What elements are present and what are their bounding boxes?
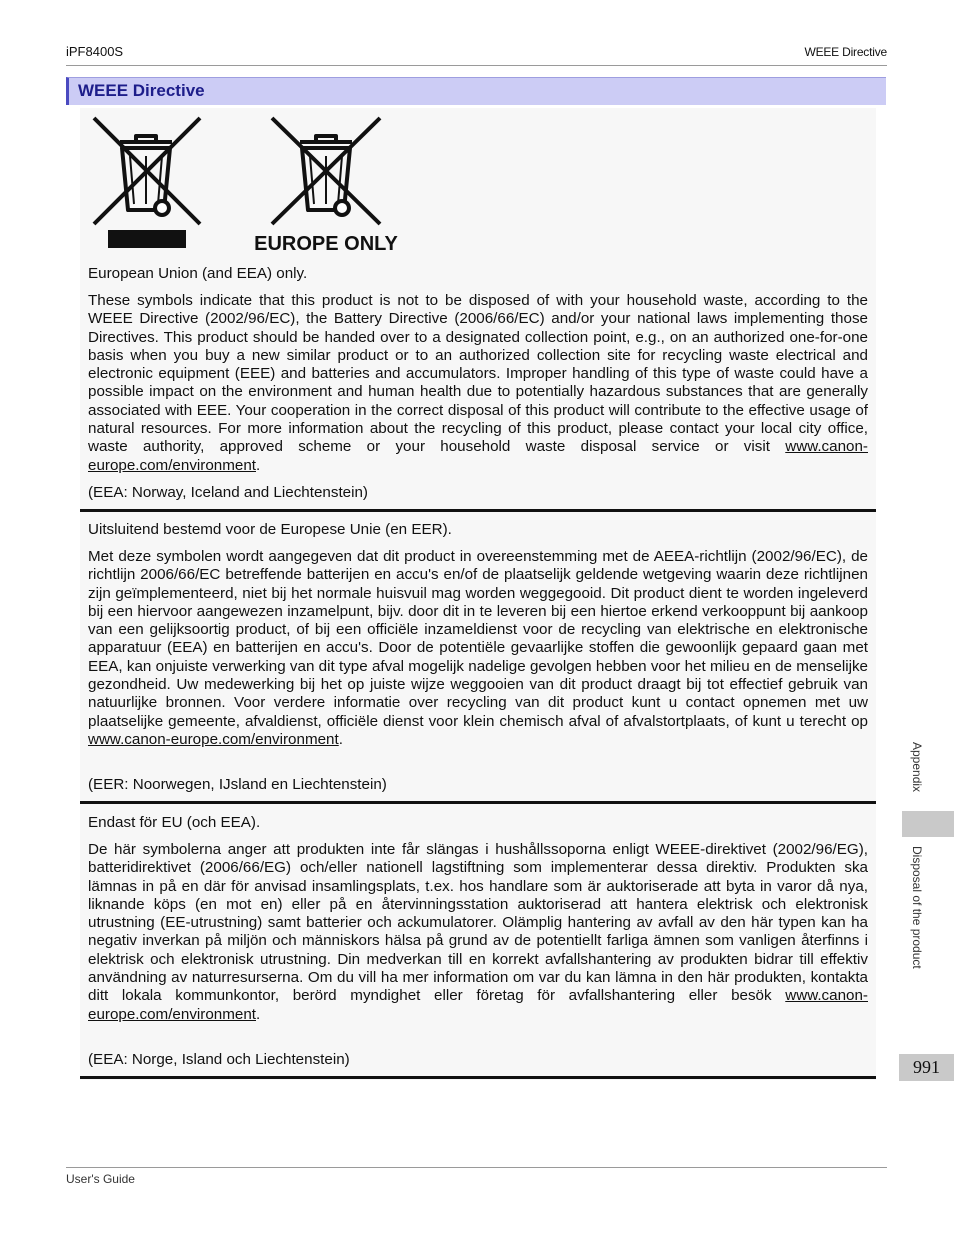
- english-note: (EEA: Norway, Iceland and Liechtenstein): [88, 484, 368, 501]
- footer-guide: User's Guide: [66, 1172, 135, 1186]
- europe-only-label: EUROPE ONLY: [254, 233, 398, 255]
- section-divider-1: [80, 509, 876, 512]
- dutch-link[interactable]: www.canon-europe.com/environment: [88, 730, 339, 748]
- dutch-note: (EER: Noorwegen, IJsland en Liechtenstein): [88, 776, 387, 793]
- page-number: 991: [899, 1054, 954, 1081]
- section-divider-3: [80, 1076, 876, 1079]
- swedish-suffix: .: [256, 1005, 261, 1023]
- sidebar-tab-disposal[interactable]: [910, 846, 940, 996]
- swedish-body-text: De här symbolerna anger att produkten inte får slängas i hushållssoporna enligt WEEE-direktivet (2002/96/EG), batteridirektivet (2006/66/EG) och/eller nationell lagstiftning som implementerar dessa direktiv. Produkten ska lämnas in på en där för anvisad insamlingsplats, t.ex. hos handlare som är auktoriserade att byta in varor då nya, liknande köps (en mot en) eller på en återvinningsstation auktoriserad att hantera elektrisk och elektronisk utrustning (EE-utrustning) samt batterier och ackumulatorer. Olämplig hantering av avfall av den här typen kan ha negativ inverkan på miljön och människors hälsa på grund av de potentiellt farliga ämnen som vanligen återfinns i elektrisk och elektronisk utrustning. Din medverkan till en korrekt avfallshantering av produkten bidrar till effektiv användning av naturresurserna. Om du vill ha mer information om var du kan lämna in den här produkten, kontakta ditt lokala kommunkontor, berörd myndighet eller företag för avfallshantering eller besök: [88, 841, 868, 1005]
- footer-divider: [66, 1167, 887, 1168]
- section-divider-2: [80, 801, 876, 804]
- dutch-heading: Uitsluitend bestemd voor de Europese Unie (en EER).: [88, 521, 452, 538]
- header-section: WEEE Directive: [804, 45, 887, 59]
- crossed-bin-bar-icon: [88, 112, 206, 252]
- sidebar-active-marker: [902, 811, 954, 837]
- dutch-body-text: Met deze symbolen wordt aangegeven dat dit product in overeenstemming met de AEEA-richtlijn (2002/96/EC), de richtlijn 2006/66/EC betreffende batterijen en accu's en/of de plaatselijk geldende wetgeving waarin deze richtlijnen zijn geïmplementeerd, niet bij het normale huisvuil mag worden weggegooid. Dit product dient te worden ingeleverd bij een hiervoor aangewezen inzamelpunt, bijv. door dit in te leveren bij een hiertoe erkend verkooppunt bij aankoop van een gelijksoortig product, of bij een officiële inzameldienst voor de recycling van elektrische en elektronische apparatuur (EEA) en batterijen en accu's. Door de potentiële gevaarlijke stoffen die gewoonlijk gepaard gaan met EEA, kan onjuiste verwerking van dit type afval mogelijk nadelige gevolgen hebben voor het milieu en de menselijke gezondheid. Uw medewerking bij het op juiste wijze weggooien van dit product draagt bij tot effectief gebruik van natuurlijke bronnen. Voor verdere informatie over recycling van dit product kunt u contact opnemen met uw plaatselijke gemeente, afvaldienst, officiële dienst voor klein chemisch afval of afvalstortplaats, of kunt u terecht op: [88, 548, 868, 730]
- english-body: [88, 292, 868, 475]
- sidebar-tab-appendix[interactable]: [910, 742, 940, 802]
- section-title-bar: [66, 77, 886, 105]
- swedish-link[interactable]: www.canon-europe.com/environment: [88, 987, 868, 1023]
- sidebar-disposal-label: Disposal of the product: [910, 846, 924, 969]
- crossed-bin-europe-only-icon: [254, 112, 398, 255]
- english-heading: European Union (and EEA) only.: [88, 265, 308, 282]
- header-divider: [66, 65, 887, 66]
- swedish-body: [88, 841, 868, 1024]
- dutch-suffix: .: [338, 730, 343, 748]
- english-body-text: These symbols indicate that this product is not to be disposed of with your household waste, according to the WEEE Directive (2002/96/EC), the Battery Directive (2006/66/EC) and/or your national laws implementing those Directives. This product should be handed over to a designated collection point, e.g., on an authorized one-for-one basis when you buy a new similar product or to an authorized collection site for recycling waste electrical and electronic equipment (EEE) and batteries and accumulators. Improper handling of this type of waste could have a possible impact on the environment and human health due to potentially hazardous substances that are generally associated with EEE. Your cooperation in the correct disposal of this product will contribute to the effective usage of natural resources. For more information about the recycling of this product, please contact your local city office, waste authority, approved scheme or your household waste disposal service or visit: [88, 292, 868, 456]
- english-link[interactable]: www.canon-europe.com/environment: [88, 438, 868, 474]
- dutch-body: [88, 548, 868, 749]
- header-model: iPF8400S: [66, 44, 124, 59]
- swedish-heading: Endast för EU (och EEA).: [88, 814, 261, 831]
- page-title: WEEE Directive: [78, 81, 205, 100]
- swedish-note: (EEA: Norge, Island och Liechtenstein): [88, 1051, 350, 1068]
- sidebar-appendix-label: Appendix: [910, 742, 924, 793]
- english-suffix: .: [256, 456, 261, 474]
